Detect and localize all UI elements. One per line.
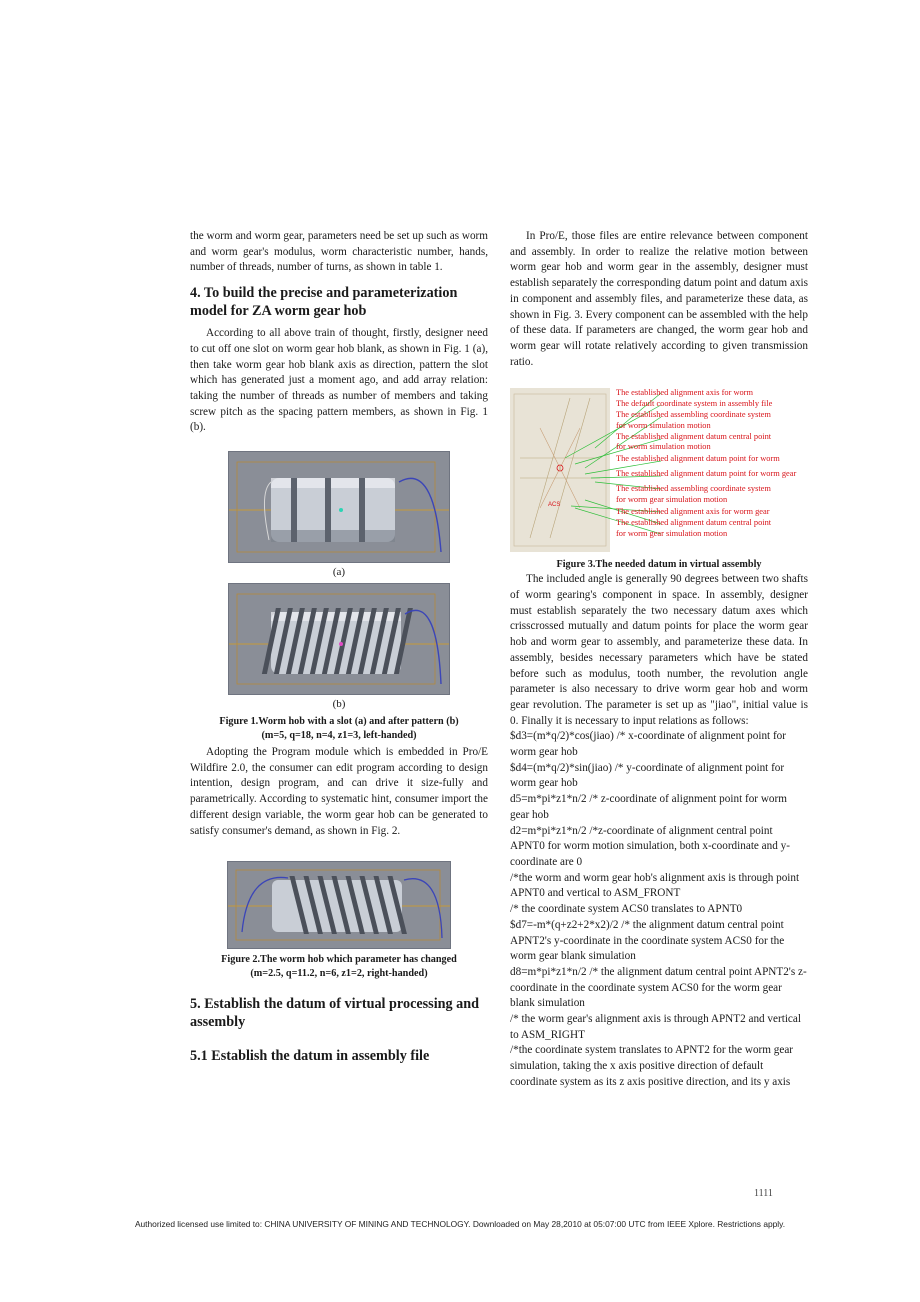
figure-2-image (227, 861, 451, 949)
figure-1a-label: (a) (332, 566, 346, 579)
figure-3-label: The established alignment datum point for worm gear (616, 468, 797, 478)
figure-3-label: The established alignment datum point for worm (616, 454, 780, 464)
figure-1-caption-line1: Figure 1.Worm hob with a slot (a) and after pattern (b) (219, 716, 459, 728)
figure-1b-label: (b) (332, 698, 346, 711)
relation-line: $d3=(m*q/2)*cos(jiao) /* x-coordinate of alignment point for worm gear hob (510, 730, 786, 759)
figure-2-caption-line2: (m=2.5, q=11.2, n=6, z1=2, right-handed) (250, 968, 428, 980)
worm-hob-pattern-render (229, 584, 449, 694)
program-paragraph: Adopting the Program module which is embedded in Pro/E Wildfire 2.0, the consumer can edit program according to design intention, design program, and can drive it size-fully and parametrically. According to systematic hint, consumer import the different design variable, the worm gear hob can be generated to satisfy consumer's demand, as shown in Fig. 2. (190, 746, 488, 837)
figure-3-label: The established alignment axis for worm (616, 388, 753, 398)
relation-line: $d7=-m*(q+z2+2*x2)/2 /* the alignment datum central point APNT2's y-coordinate in the coordinate system ACS0 for the worm gear blank simulation (510, 918, 785, 963)
worm-hob-slot-render (229, 452, 449, 562)
section-4-paragraph: According to all above train of thought, firstly, designer need to cut off one slot on worm gear hob blank, as shown in Fig. 1 (a), then take worm gear hob blank axis as direction, pattern the slot which has generated just a moment ago, and add array relation: taking the number of threads as number of members and taking screw pitch as the spacing pattern members, as shown in Fig. 1 (b). (190, 327, 488, 434)
licensing-footer: Authorized licensed use limited to: CHINA UNIVERSITY OF MINING AND TECHNOLOGY. Downloaded on May 28,2010 at 05:07:00 UTC from IEEE Xplore. Restrictions apply. (134, 1219, 786, 1229)
figure-3-label: for worm gear simulation motion (616, 494, 728, 504)
relation-line: $d4=(m*q/2)*sin(jiao) /* y-coordinate of alignment point for worm gear hob (510, 761, 785, 790)
intro-paragraph: the worm and worm gear, parameters need be set up such as worm and worm gear's modulus, worm characteristic number, hands, number of threads, number of turns, as shown in table 1. (190, 230, 488, 274)
figure-3-label: The default coordinate system in assembly file (616, 399, 773, 409)
figure-3-label: The established alignment datum central point (616, 518, 772, 528)
figure-1b-image (228, 583, 450, 695)
relation-line: d8=m*pi*z1*n/2 /* the alignment datum central point APNT2's z-coordinate in the coordinate system ACS0 for the worm gear blank simulation (510, 965, 807, 1010)
figure-3-label: The established assembling coordinate system (616, 409, 771, 419)
figure-3-label: for worm gear simulation motion (616, 528, 728, 538)
worm-hob-changed-render (228, 862, 450, 948)
figure-1a-image (228, 451, 450, 563)
figure-3-label: The established assembling coordinate system (616, 483, 771, 493)
svg-text:ACS: ACS (548, 502, 561, 509)
relation-line: d2=m*pi*z1*n/2 /*z-coordinate of alignment central point APNT0 for worm motion simulation, both x-coordinate and y-coordinate are 0 (510, 824, 790, 868)
relation-line: d5=m*pi*z1*n/2 /* z-coordinate of alignment point for worm gear hob (510, 793, 787, 821)
right-main-paragraph: The included angle is generally 90 degrees between two shafts of worm gearing's component in space. In assembly, designer must establish separately the two necessary datum axes which crisscrossed mutually and datum points for place the worm gear hob and worm gear to assembly, and parameterize these data. In assembly, besides necessary parameters which have be stated before such as modulus, tooth number, the revolution angle parameter is also necessary to drive worm gear hob and worm gear revolution. The parameter is set up as "jiao", initial value is 0. Finally it is necessary to input relations as follows: (510, 573, 808, 727)
figure-3-label: for worm simulation motion (616, 420, 711, 430)
right-intro-paragraph: In Pro/E, those files are entire relevance between component and assembly. In order to realize the relative motion between worm gear hob and worm gear in the assembly, designer must establish separately the corresponding datum point and datum axis in component and assembly files, and parameterize these data, as shown in Fig. 3. Every component can be assembled with the help of these data. If parameters are changed, the worm gear hob and worm gear will rotate relatively according to given transmission ratio. (510, 230, 808, 368)
left-column (190, 229, 488, 1065)
relation-line: /* the coordinate system ACS0 translates to APNT0 (510, 903, 743, 916)
figure-2-caption-line1: Figure 2.The worm hob which parameter has changed (221, 954, 457, 966)
figure-3-callouts (616, 388, 796, 539)
page-number: 1111 (754, 1188, 773, 1199)
section-5-heading: 5. Establish the datum of virtual processing and assembly (190, 996, 480, 1031)
figure-3-label: The established alignment axis for worm gear (616, 507, 770, 517)
right-column (510, 229, 808, 1091)
section-5-1-heading: 5.1 Establish the datum in assembly file (190, 1048, 430, 1065)
figure-3-caption: Figure 3.The needed datum in virtual assembly (556, 559, 762, 571)
figure-3-label: for worm simulation motion (616, 442, 711, 452)
figure-1-caption-line2: (m=5, q=18, n=4, z1=3, left-handed) (261, 730, 417, 742)
figure-3-label: The established alignment datum central point (616, 431, 772, 441)
relations-list (510, 729, 808, 1090)
relation-line: /*the worm and worm gear hob's alignment axis is through point APNT0 and vertical to ASM_FRONT (510, 871, 800, 900)
relation-line: /* the worm gear's alignment axis is through APNT2 and vertical to ASM_RIGHT (510, 1013, 801, 1041)
figure-3 (510, 388, 808, 552)
section-4-heading: 4. To build the precise and parameterization model for ZA worm gear hob (190, 285, 458, 320)
relation-line: /*the coordinate system translates to APNT2 for the worm gear simulation, taking the x axis positive direction of default coordinate system as its z axis positive direction, and its y axis (510, 1044, 794, 1088)
